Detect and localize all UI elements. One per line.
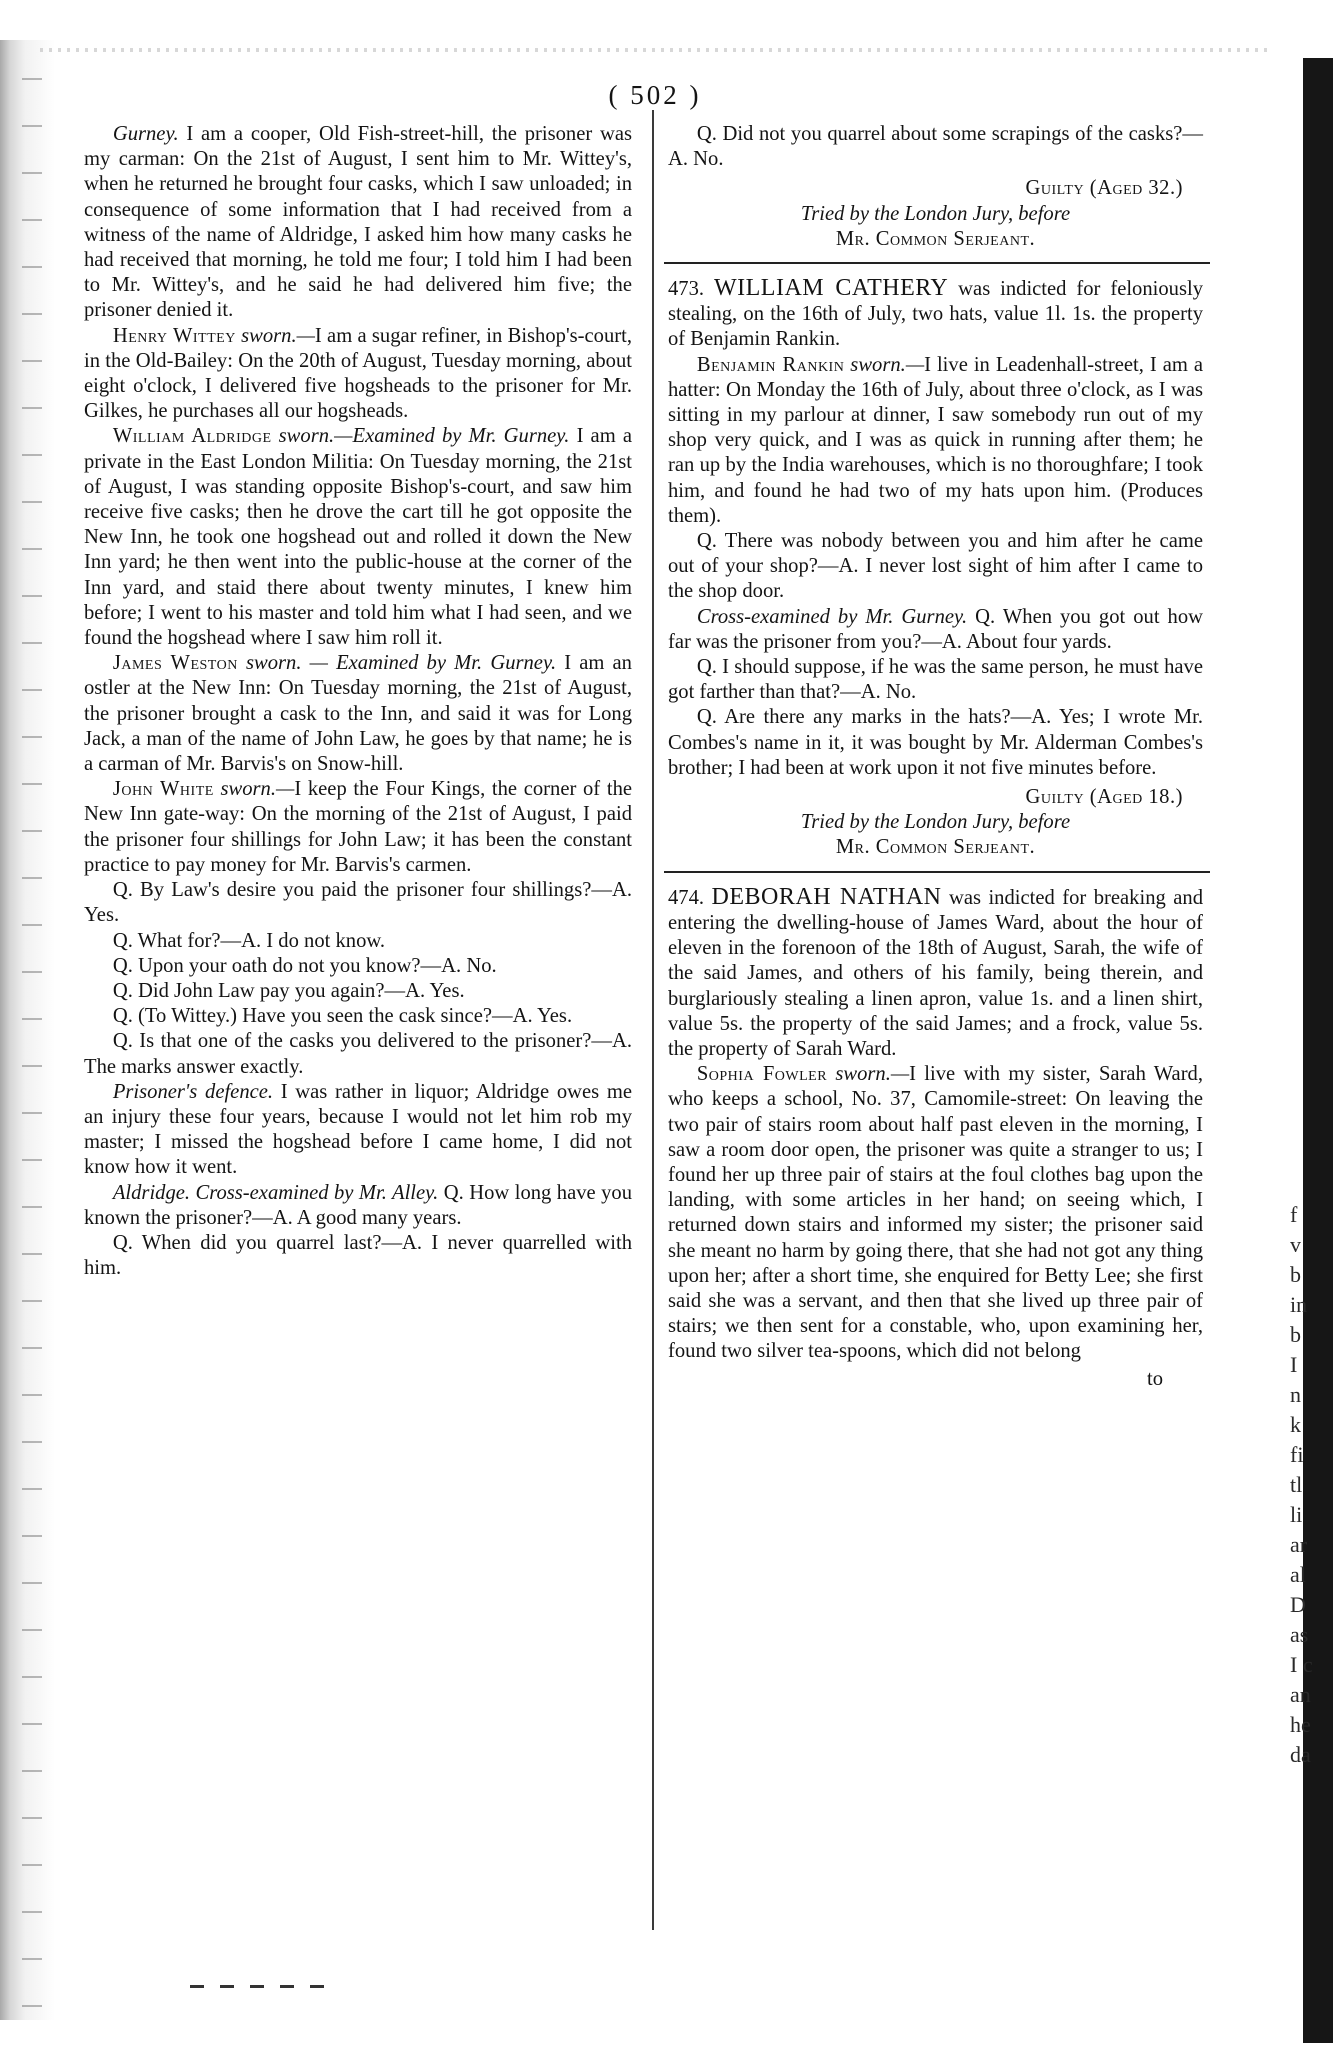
speaker-name: James Weston <box>112 652 238 675</box>
paragraph-text: Q. Upon your oath do not you know?—A. No. <box>112 954 497 977</box>
next-page-fragment: in <box>1290 1292 1308 1317</box>
testimony-paragraph <box>668 353 1203 529</box>
paragraph-text: Q. (To Wittey.) Have you seen the cask since?—A. Yes. <box>112 1005 573 1028</box>
next-page-fragment: an <box>1290 1682 1311 1707</box>
paragraph-text: Q. Did not you quarrel about some scrapings of the casks?—A. No. <box>668 123 1203 171</box>
speaker-name: Benjamin Rankin <box>696 353 845 376</box>
testimony-paragraph <box>84 1080 632 1181</box>
testimony-paragraph <box>668 529 1203 605</box>
next-page-fragment: I c <box>1290 1652 1313 1677</box>
paragraph-text: Q. Is that one of the casks you delivered to the prisoner?—A. The marks answer exactly. <box>84 1030 632 1078</box>
speaker-name: William Aldridge <box>112 425 272 448</box>
section-rule <box>664 871 1210 873</box>
testimony-paragraph <box>668 1062 1203 1364</box>
verdict-block-1 <box>668 176 1203 252</box>
next-page-fragment: b <box>1290 1322 1301 1347</box>
judge-line: Mr. Common Serjeant. <box>835 227 1036 250</box>
next-page-fragment: tl <box>1290 1472 1303 1497</box>
next-page-fragment: k <box>1290 1412 1301 1437</box>
paragraph-text: Q. I should suppose, if he was the same person, he must have got farther than that?—A. No. <box>668 656 1203 704</box>
paragraph-text: Q. Are there any marks in the hats?—A. Yes; I wrote Mr. Combes's name in it, it was bought by Mr. Alderman Combes's brother; I had been at work upon it not five minutes before. <box>668 706 1203 779</box>
testimony-paragraph <box>84 1004 632 1029</box>
paragraph-text: I am a sugar refiner, in Bishop's-court, in the Old-Bailey: On the 20th of August, Tuesday morning, about eight o'clock, I delivered five hogsheads to the prisoner for Mr. Gilkes, he purchases all our hogsheads. <box>84 324 632 423</box>
verdict-block-2 <box>668 785 1203 861</box>
next-page-fragment: b <box>1290 1262 1301 1287</box>
case-number: 473. <box>668 278 705 301</box>
speaker-name: Prisoner's defence. <box>112 1080 274 1103</box>
next-page-fragment: as <box>1290 1622 1309 1647</box>
speaker-name: John White <box>112 778 214 801</box>
paragraph-text: Q. Did John Law pay you again?—A. Yes. <box>112 979 465 1002</box>
paragraph-text: I live with my sister, Sarah Ward, who keeps a school, No. 37, Camomile-street: On leaving the two pair of stairs room about half past eleven in the morning, I saw a room door open, the prisoner was quite a stranger to us; I found her up three pair of stairs at the foul clothes bag upon the landing, with some articles in her hand; on seeing which, I returned down stairs and informed my sister; the prisoner said she meant no harm by going there, that she had not got any thing upon her; after a short time, she enquired for Betty Lee; she first said she was a servant, and then that she lived up three pair of stairs; we then sent for a constable, who, upon examining her, found two silver tea-spoons, which did not belong <box>668 1063 1203 1363</box>
next-page-fragment: ar <box>1290 1532 1308 1557</box>
verdict-text: Guilty (Aged 18.) <box>1025 786 1183 809</box>
speaker-name: Gurney. <box>112 123 179 145</box>
left-column <box>84 122 632 1281</box>
bottom-marks <box>190 1985 330 1988</box>
next-page-fragment: he <box>1290 1712 1311 1737</box>
paragraph-text: Q. What for?—A. I do not know. <box>112 929 386 952</box>
next-page-fragment: v <box>1290 1232 1301 1257</box>
speaker-name: Aldridge. Cross-examined by Mr. Alley. <box>112 1181 439 1204</box>
testimony-paragraph <box>668 605 1203 655</box>
page-number: ( 502 ) <box>608 80 702 110</box>
testimony-paragraph <box>84 929 632 954</box>
column-divider <box>652 110 654 1930</box>
tried-by-line: Tried by the London Jury, before <box>800 811 1071 834</box>
right-column <box>668 122 1203 1392</box>
binding-marks <box>22 60 42 2010</box>
next-page-fragment: n <box>1290 1382 1301 1407</box>
testimony-paragraph <box>84 324 632 425</box>
sworn-note: sworn. — Examined by Mr. Gurney. <box>237 652 557 675</box>
testimony-paragraph <box>668 705 1203 781</box>
next-page-fragment: fi <box>1290 1442 1304 1467</box>
sworn-note: sworn.— <box>235 324 315 347</box>
verdict-text: Guilty (Aged 32.) <box>1025 177 1183 200</box>
testimony-paragraph <box>84 424 632 651</box>
paragraph-text: Q. When you got out how far was the prisoner from you?—A. About four yards. <box>668 605 1204 653</box>
case-charge: was indicted for breaking and entering the dwelling-house of James Ward, about the hour of eleven in the forenoon of the 18th of August, Sarah, the wife of the said James, and others of his family, being therein, and burglariously stealing a linen apron, value 1s. and a linen shirt, value 5s. the property of the said James; and a frock, value 5s. the property of Sarah Ward. <box>668 886 1203 1060</box>
top-speckle <box>40 48 1270 52</box>
testimony-paragraph <box>84 777 632 878</box>
testimony-paragraph <box>84 878 632 928</box>
next-page-fragment: da <box>1290 1742 1311 1767</box>
case-heading-473 <box>668 276 1203 353</box>
defendant-name: WILLIAM CATHERY <box>713 275 949 302</box>
next-page-fragment: D <box>1290 1592 1306 1617</box>
sworn-note: sworn.— <box>827 1063 910 1086</box>
testimony-paragraph <box>84 1231 632 1281</box>
paragraph-text: Q. There was nobody between you and him after he came out of your shop?—A. I never lost sight of him after I came to the shop door. <box>668 530 1203 603</box>
speaker-name: Sophia Fowler <box>696 1063 828 1086</box>
sworn-note: sworn.—Examined by Mr. Gurney. <box>271 425 570 448</box>
speaker-name: Cross-examined by Mr. Gurney. <box>696 605 968 628</box>
paragraph-text: I live in Leadenhall-street, I am a hatter: On Monday the 16th of July, about three o'clock, as I was sitting in my parlour at dinner, I saw somebody run out of my shop very quick, and I was as quick in running after them; he ran up by the India warehouses, which is no thoroughfare; I took him, and found he had two of my hats upon him. (Produces them). <box>668 353 1203 527</box>
tried-by-line: Tried by the London Jury, before <box>800 202 1071 225</box>
paragraph-text: Q. When did you quarrel last?—A. I never quarrelled with him. <box>84 1231 632 1280</box>
paragraph-text: Q. How long have you known the prisoner?—A. A good many years. <box>84 1181 632 1229</box>
next-page-fragment: li <box>1290 1502 1303 1527</box>
testimony-paragraph <box>84 1181 632 1231</box>
paragraph-text: I was rather in liquor; Aldridge owes me an injury these four years, because I would not let him rob my master; I missed the hogshead before I came home, I did not know how it went. <box>84 1080 632 1179</box>
testimony-paragraph <box>84 979 632 1004</box>
next-page-fragment: I <box>1290 1352 1298 1377</box>
case-number: 474. <box>668 886 705 909</box>
paragraph-text: I keep the Four Kings, the corner of the New Inn gate-way: On the morning of the 21st of August, I paid the prisoner four shillings for John Law; it has been the constant practice to pay money for Mr. Barvis's carmen. <box>84 778 633 876</box>
next-page-fragment: f <box>1290 1202 1298 1227</box>
speaker-name: Henry Wittey <box>112 324 236 347</box>
paragraph-text: Q. By Law's desire you paid the prisoner four shillings?—A. Yes. <box>84 879 632 927</box>
testimony-paragraph <box>668 655 1203 705</box>
defendant-name: DEBORAH NATHAN <box>711 883 942 910</box>
testimony-paragraph <box>668 122 1203 172</box>
section-rule <box>664 262 1210 264</box>
paragraph-text: I am an ostler at the New Inn: On Tuesday morning, the 21st of August, the prisoner brought a cask to the Inn, and said it was for Long Jack, a man of the name of John Law, he goes by that name; he is a carman of Mr. Barvis's on Snow-hill. <box>84 652 632 776</box>
next-page-fragments <box>1290 1200 1330 1770</box>
sworn-note: sworn.— <box>213 778 295 801</box>
testimony-paragraph <box>84 954 632 979</box>
sworn-note: sworn.— <box>844 353 925 376</box>
case-heading-474 <box>668 885 1203 1062</box>
testimony-paragraph <box>84 122 632 324</box>
paragraph-text: I am a cooper, Old Fish-street-hill, the prisoner was my carman: On the 21st of August, I sent him to Mr. Wittey's, when he returned he brought four casks, which I saw unloaded; in consequence of some information that I had received from a witness of the name of Aldridge, I asked him how many casks he had received that morning, he told me four; I told him I had been to Mr. Wittey's, and he said he had delivered him five; the prisoner denied it. <box>84 123 632 322</box>
testimony-paragraph <box>84 1029 632 1079</box>
judge-line: Mr. Common Serjeant. <box>835 836 1036 859</box>
paragraph-text: I am a private in the East London Militia: On Tuesday morning, the 21st of August, I was standing opposite Bishop's-court, and saw him receive five casks; then he drove the cart till he got opposite the New Inn, he took one hogshead out and rolled it down the New Inn yard; he then went into the public-house at the corner of the Inn yard, and staid there about twenty minutes, I knew him before; I went to his master and told him what I had seen, and we found the hogshead where I saw him roll it. <box>84 425 632 650</box>
testimony-paragraph <box>84 651 632 777</box>
case-charge: was indicted for feloniously stealing, on the 16th of July, two hats, value 1l. 1s. the property of Benjamin Rankin. <box>668 278 1203 351</box>
catchword: to <box>1146 1367 1163 1390</box>
next-page-fragment: al <box>1290 1562 1306 1587</box>
